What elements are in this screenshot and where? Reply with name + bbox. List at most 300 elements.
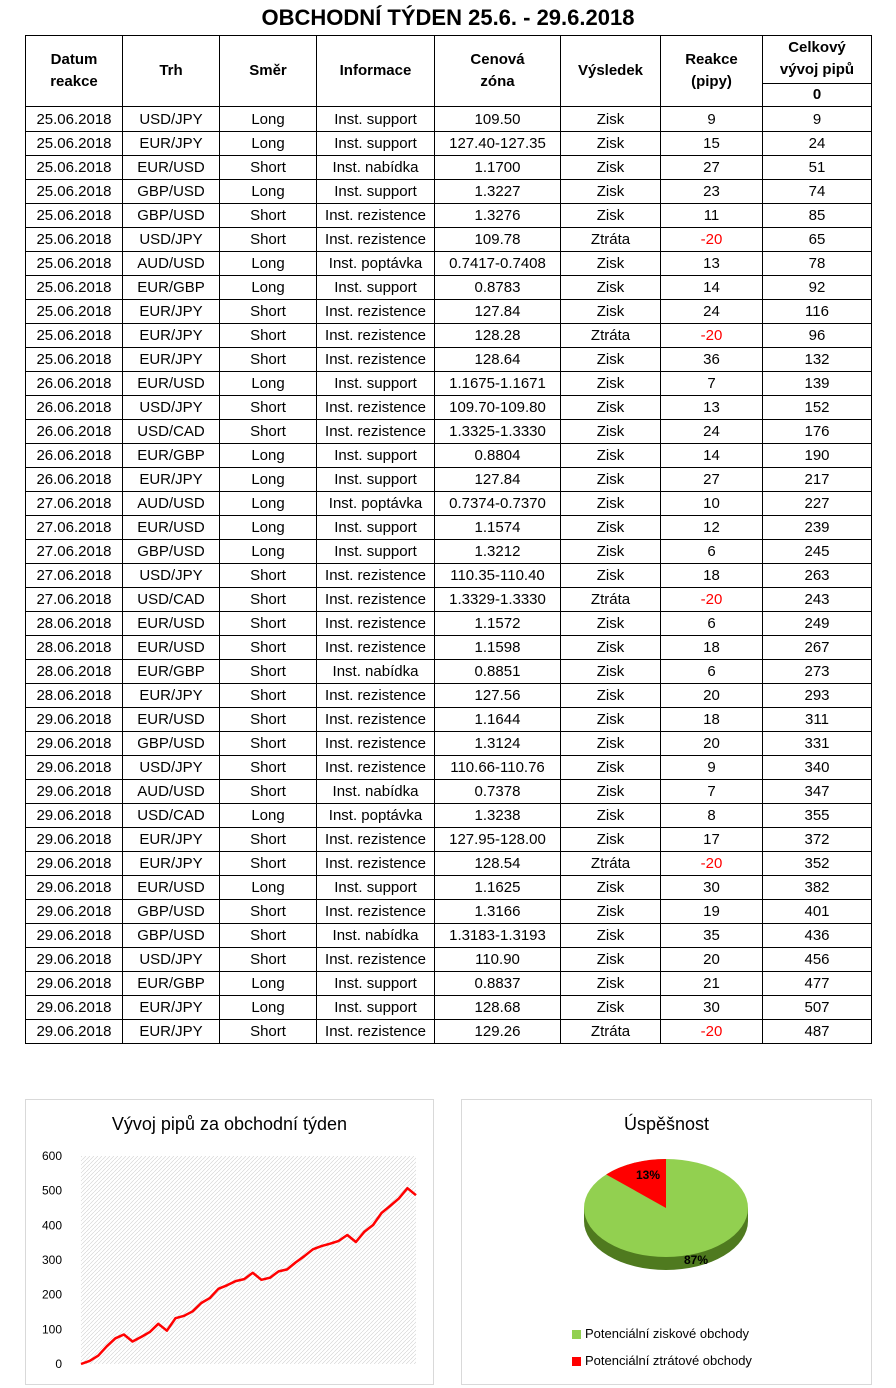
cell-informace: Inst. rezistence	[317, 828, 435, 852]
cell-cenova-zona: 1.1574	[435, 516, 561, 540]
cell-datum: 25.06.2018	[26, 107, 123, 132]
cell-smer: Short	[220, 324, 317, 348]
header-cenova-zona: Cenová zóna	[435, 36, 561, 107]
cell-trh: EUR/GBP	[123, 972, 220, 996]
cell-smer: Short	[220, 708, 317, 732]
cell-datum: 29.06.2018	[26, 924, 123, 948]
cell-trh: USD/JPY	[123, 107, 220, 132]
table-row	[26, 372, 872, 396]
cell-reakce: 21	[661, 972, 763, 996]
cell-reakce: 20	[661, 732, 763, 756]
cell-trh: AUD/USD	[123, 492, 220, 516]
header-start-value: 0	[763, 83, 872, 106]
cell-celkovy: 436	[763, 924, 872, 948]
cell-datum: 28.06.2018	[26, 660, 123, 684]
table-row	[26, 132, 872, 156]
cell-reakce: -20	[661, 1020, 763, 1044]
table-row	[26, 156, 872, 180]
cell-smer: Long	[220, 372, 317, 396]
cell-informace: Inst. rezistence	[317, 852, 435, 876]
cell-cenova-zona: 0.8837	[435, 972, 561, 996]
cell-informace: Inst. support	[317, 107, 435, 132]
cell-celkovy: 263	[763, 564, 872, 588]
cell-smer: Short	[220, 828, 317, 852]
cell-cenova-zona: 1.3124	[435, 732, 561, 756]
cell-datum: 26.06.2018	[26, 372, 123, 396]
cell-informace: Inst. nabídka	[317, 660, 435, 684]
table-row	[26, 492, 872, 516]
cell-reakce: -20	[661, 588, 763, 612]
cell-informace: Inst. support	[317, 468, 435, 492]
cell-datum: 25.06.2018	[26, 324, 123, 348]
cell-vysledek: Zisk	[561, 708, 661, 732]
header-smer: Směr	[220, 36, 317, 107]
cell-informace: Inst. support	[317, 996, 435, 1020]
cell-smer: Long	[220, 972, 317, 996]
header-trh: Trh	[123, 36, 220, 107]
cell-vysledek: Zisk	[561, 756, 661, 780]
table-row	[26, 180, 872, 204]
line-chart-svg	[26, 1100, 433, 1384]
cell-smer: Long	[220, 540, 317, 564]
cell-celkovy: 372	[763, 828, 872, 852]
cell-reakce: 7	[661, 372, 763, 396]
cell-reakce: 8	[661, 804, 763, 828]
table-row	[26, 540, 872, 564]
cell-vysledek: Ztráta	[561, 852, 661, 876]
cell-cenova-zona: 1.1572	[435, 612, 561, 636]
table-row	[26, 924, 872, 948]
cell-trh: EUR/USD	[123, 612, 220, 636]
cell-smer: Short	[220, 852, 317, 876]
cell-smer: Short	[220, 1020, 317, 1044]
cell-datum: 25.06.2018	[26, 204, 123, 228]
legend-item-loss	[572, 1353, 752, 1368]
cell-reakce: 19	[661, 900, 763, 924]
cell-celkovy: 273	[763, 660, 872, 684]
table-row	[26, 516, 872, 540]
table-row	[26, 948, 872, 972]
cell-informace: Inst. nabídka	[317, 780, 435, 804]
cell-reakce: 35	[661, 924, 763, 948]
table-row	[26, 588, 872, 612]
cell-celkovy: 227	[763, 492, 872, 516]
y-tick-label: 200	[41, 1287, 62, 1302]
table-row	[26, 396, 872, 420]
cell-reakce: 18	[661, 564, 763, 588]
cell-celkovy: 311	[763, 708, 872, 732]
cell-celkovy: 139	[763, 372, 872, 396]
cell-informace: Inst. rezistence	[317, 396, 435, 420]
cell-reakce: 6	[661, 612, 763, 636]
cell-vysledek: Zisk	[561, 948, 661, 972]
cell-informace: Inst. rezistence	[317, 588, 435, 612]
cell-smer: Long	[220, 468, 317, 492]
cell-smer: Short	[220, 396, 317, 420]
cell-vysledek: Zisk	[561, 924, 661, 948]
cell-cenova-zona: 0.7374-0.7370	[435, 492, 561, 516]
header-reakce: Reakce (pipy)	[661, 36, 763, 107]
table-row	[26, 660, 872, 684]
cell-celkovy: 477	[763, 972, 872, 996]
cell-cenova-zona: 1.3166	[435, 900, 561, 924]
page-title: OBCHODNÍ TÝDEN 25.6. - 29.6.2018	[261, 5, 635, 30]
cell-reakce: 36	[661, 348, 763, 372]
cell-reakce: 7	[661, 780, 763, 804]
cell-informace: Inst. support	[317, 516, 435, 540]
cell-reakce: 15	[661, 132, 763, 156]
cell-reakce: 9	[661, 107, 763, 132]
cell-informace: Inst. support	[317, 876, 435, 900]
cell-datum: 29.06.2018	[26, 732, 123, 756]
y-tick-label: 600	[41, 1149, 62, 1163]
cell-datum: 27.06.2018	[26, 492, 123, 516]
cell-smer: Long	[220, 252, 317, 276]
cell-datum: 29.06.2018	[26, 972, 123, 996]
cell-datum: 25.06.2018	[26, 180, 123, 204]
cell-cenova-zona: 1.1675-1.1671	[435, 372, 561, 396]
cell-vysledek: Zisk	[561, 420, 661, 444]
table-row	[26, 780, 872, 804]
cell-informace: Inst. support	[317, 444, 435, 468]
cell-reakce: 14	[661, 444, 763, 468]
cell-smer: Short	[220, 636, 317, 660]
cell-informace: Inst. rezistence	[317, 948, 435, 972]
cell-smer: Short	[220, 420, 317, 444]
cell-trh: EUR/GBP	[123, 276, 220, 300]
cell-trh: EUR/GBP	[123, 660, 220, 684]
cell-datum: 27.06.2018	[26, 564, 123, 588]
table-header-row	[26, 36, 872, 84]
cell-trh: EUR/JPY	[123, 828, 220, 852]
cell-smer: Short	[220, 348, 317, 372]
cell-cenova-zona: 0.7417-0.7408	[435, 252, 561, 276]
cell-reakce: 6	[661, 660, 763, 684]
cell-vysledek: Zisk	[561, 996, 661, 1020]
cell-celkovy: 96	[763, 324, 872, 348]
cell-datum: 26.06.2018	[26, 420, 123, 444]
table-row	[26, 708, 872, 732]
cell-celkovy: 355	[763, 804, 872, 828]
header-datum: Datum reakce	[26, 36, 123, 107]
cell-celkovy: 331	[763, 732, 872, 756]
cell-smer: Short	[220, 588, 317, 612]
cell-datum: 26.06.2018	[26, 444, 123, 468]
table-row	[26, 564, 872, 588]
cell-cenova-zona: 129.26	[435, 1020, 561, 1044]
cell-cenova-zona: 1.1700	[435, 156, 561, 180]
cell-cenova-zona: 127.84	[435, 300, 561, 324]
cell-trh: USD/CAD	[123, 420, 220, 444]
cell-celkovy: 132	[763, 348, 872, 372]
cell-celkovy: 78	[763, 252, 872, 276]
cell-trh: EUR/JPY	[123, 300, 220, 324]
cell-datum: 25.06.2018	[26, 132, 123, 156]
cell-trh: USD/CAD	[123, 804, 220, 828]
cell-cenova-zona: 0.8804	[435, 444, 561, 468]
table-row	[26, 348, 872, 372]
trades-table	[25, 35, 872, 1044]
cell-datum: 29.06.2018	[26, 900, 123, 924]
cell-smer: Long	[220, 492, 317, 516]
cell-smer: Long	[220, 444, 317, 468]
cell-trh: EUR/JPY	[123, 468, 220, 492]
cell-vysledek: Zisk	[561, 348, 661, 372]
cell-trh: EUR/JPY	[123, 348, 220, 372]
cell-smer: Short	[220, 756, 317, 780]
cell-datum: 27.06.2018	[26, 540, 123, 564]
cell-reakce: 24	[661, 420, 763, 444]
cell-cenova-zona: 127.40-127.35	[435, 132, 561, 156]
table-row	[26, 972, 872, 996]
cell-reakce: 23	[661, 180, 763, 204]
cell-smer: Short	[220, 900, 317, 924]
legend-swatch-loss	[572, 1357, 581, 1366]
cell-cenova-zona: 1.1598	[435, 636, 561, 660]
y-tick-label: 100	[41, 1322, 62, 1337]
cell-datum: 27.06.2018	[26, 588, 123, 612]
cell-trh: USD/JPY	[123, 564, 220, 588]
table-row	[26, 684, 872, 708]
cell-vysledek: Zisk	[561, 444, 661, 468]
table-row	[26, 828, 872, 852]
legend-label-loss: Potenciální ztrátové obchody	[585, 1353, 752, 1368]
table-row	[26, 876, 872, 900]
cell-reakce: -20	[661, 852, 763, 876]
table-row	[26, 204, 872, 228]
cell-informace: Inst. poptávka	[317, 252, 435, 276]
cell-smer: Short	[220, 780, 317, 804]
cell-smer: Long	[220, 876, 317, 900]
cell-reakce: 18	[661, 708, 763, 732]
header-celkovy: Celkový vývoj pipů	[763, 36, 872, 84]
cell-datum: 29.06.2018	[26, 804, 123, 828]
cell-cenova-zona: 1.3212	[435, 540, 561, 564]
cell-vysledek: Ztráta	[561, 1020, 661, 1044]
cell-datum: 29.06.2018	[26, 828, 123, 852]
cell-celkovy: 239	[763, 516, 872, 540]
cell-datum: 29.06.2018	[26, 780, 123, 804]
cell-vysledek: Zisk	[561, 252, 661, 276]
cell-cenova-zona: 1.3329-1.3330	[435, 588, 561, 612]
cell-vysledek: Zisk	[561, 107, 661, 132]
cell-datum: 28.06.2018	[26, 612, 123, 636]
cell-vysledek: Zisk	[561, 804, 661, 828]
header-vysledek: Výsledek	[561, 36, 661, 107]
pie-chart-title: Úspěšnost	[623, 1114, 710, 1134]
cell-trh: GBP/USD	[123, 900, 220, 924]
cell-cenova-zona: 0.7378	[435, 780, 561, 804]
cell-cenova-zona: 1.1625	[435, 876, 561, 900]
cell-smer: Long	[220, 107, 317, 132]
cell-smer: Long	[220, 132, 317, 156]
cell-cenova-zona: 110.90	[435, 948, 561, 972]
cell-trh: EUR/USD	[123, 708, 220, 732]
cell-trh: GBP/USD	[123, 540, 220, 564]
cell-vysledek: Zisk	[561, 684, 661, 708]
cell-vysledek: Zisk	[561, 828, 661, 852]
cell-datum: 29.06.2018	[26, 876, 123, 900]
cell-informace: Inst. rezistence	[317, 324, 435, 348]
pie-chart-svg	[462, 1100, 871, 1384]
cell-informace: Inst. poptávka	[317, 804, 435, 828]
cell-trh: EUR/JPY	[123, 996, 220, 1020]
cell-cenova-zona: 1.3276	[435, 204, 561, 228]
cell-trh: USD/JPY	[123, 396, 220, 420]
trades-body	[26, 107, 872, 1044]
table-row	[26, 852, 872, 876]
cell-celkovy: 9	[763, 107, 872, 132]
cell-informace: Inst. support	[317, 180, 435, 204]
cell-datum: 29.06.2018	[26, 756, 123, 780]
cell-smer: Short	[220, 228, 317, 252]
legend-swatch-profit	[572, 1330, 581, 1339]
cell-cenova-zona: 128.28	[435, 324, 561, 348]
cell-smer: Short	[220, 300, 317, 324]
cell-datum: 28.06.2018	[26, 636, 123, 660]
cell-smer: Short	[220, 732, 317, 756]
cell-informace: Inst. nabídka	[317, 924, 435, 948]
cell-vysledek: Zisk	[561, 132, 661, 156]
cell-celkovy: 74	[763, 180, 872, 204]
table-row	[26, 804, 872, 828]
cell-trh: EUR/USD	[123, 156, 220, 180]
cell-informace: Inst. support	[317, 132, 435, 156]
cell-vysledek: Ztráta	[561, 588, 661, 612]
cell-reakce: 6	[661, 540, 763, 564]
cell-vysledek: Zisk	[561, 180, 661, 204]
pie-chart	[461, 1099, 872, 1385]
cell-vysledek: Zisk	[561, 732, 661, 756]
cell-informace: Inst. support	[317, 540, 435, 564]
cell-vysledek: Zisk	[561, 972, 661, 996]
cell-vysledek: Ztráta	[561, 324, 661, 348]
cell-cenova-zona: 109.70-109.80	[435, 396, 561, 420]
cell-celkovy: 243	[763, 588, 872, 612]
cell-smer: Long	[220, 996, 317, 1020]
cell-cenova-zona: 1.3238	[435, 804, 561, 828]
line-chart-title: Vývoj pipů za obchodní týden	[111, 1114, 348, 1134]
cell-cenova-zona: 109.78	[435, 228, 561, 252]
table-row	[26, 636, 872, 660]
cell-reakce: 17	[661, 828, 763, 852]
cell-informace: Inst. rezistence	[317, 756, 435, 780]
cell-vysledek: Zisk	[561, 372, 661, 396]
cell-vysledek: Zisk	[561, 492, 661, 516]
cell-celkovy: 293	[763, 684, 872, 708]
cell-trh: GBP/USD	[123, 180, 220, 204]
cell-celkovy: 65	[763, 228, 872, 252]
cell-vysledek: Zisk	[561, 468, 661, 492]
cell-celkovy: 176	[763, 420, 872, 444]
cell-reakce: 14	[661, 276, 763, 300]
table-row	[26, 996, 872, 1020]
cell-trh: EUR/USD	[123, 876, 220, 900]
cell-informace: Inst. rezistence	[317, 300, 435, 324]
cell-celkovy: 249	[763, 612, 872, 636]
cell-reakce: 10	[661, 492, 763, 516]
cell-reakce: 13	[661, 396, 763, 420]
cell-reakce: 20	[661, 948, 763, 972]
cell-trh: USD/CAD	[123, 588, 220, 612]
cell-vysledek: Zisk	[561, 156, 661, 180]
cell-cenova-zona: 1.1644	[435, 708, 561, 732]
cell-smer: Short	[220, 612, 317, 636]
cell-reakce: 9	[661, 756, 763, 780]
cell-trh: EUR/JPY	[123, 1020, 220, 1044]
table-row	[26, 324, 872, 348]
cell-informace: Inst. rezistence	[317, 564, 435, 588]
cell-informace: Inst. rezistence	[317, 348, 435, 372]
table-row	[26, 732, 872, 756]
cell-trh: EUR/JPY	[123, 852, 220, 876]
cell-datum: 25.06.2018	[26, 348, 123, 372]
cell-cenova-zona: 110.66-110.76	[435, 756, 561, 780]
cell-trh: GBP/USD	[123, 924, 220, 948]
cell-celkovy: 401	[763, 900, 872, 924]
cell-celkovy: 347	[763, 780, 872, 804]
pie-label-profit: 87%	[683, 1253, 709, 1267]
table-row	[26, 900, 872, 924]
cell-trh: AUD/USD	[123, 780, 220, 804]
cell-celkovy: 51	[763, 156, 872, 180]
cell-informace: Inst. rezistence	[317, 1020, 435, 1044]
cell-datum: 26.06.2018	[26, 396, 123, 420]
cell-datum: 29.06.2018	[26, 708, 123, 732]
cell-datum: 28.06.2018	[26, 684, 123, 708]
cell-informace: Inst. nabídka	[317, 156, 435, 180]
cell-celkovy: 92	[763, 276, 872, 300]
cell-cenova-zona: 0.8851	[435, 660, 561, 684]
y-tick-label: 0	[55, 1357, 62, 1371]
cell-vysledek: Zisk	[561, 660, 661, 684]
cell-celkovy: 116	[763, 300, 872, 324]
cell-reakce: 12	[661, 516, 763, 540]
plot-area	[81, 1156, 416, 1364]
cell-trh: EUR/USD	[123, 372, 220, 396]
header-informace: Informace	[317, 36, 435, 107]
cell-datum: 25.06.2018	[26, 156, 123, 180]
cell-cenova-zona: 128.54	[435, 852, 561, 876]
cell-cenova-zona: 128.68	[435, 996, 561, 1020]
cell-smer: Short	[220, 204, 317, 228]
cell-smer: Short	[220, 564, 317, 588]
table-row	[26, 444, 872, 468]
table-row	[26, 300, 872, 324]
table-row	[26, 228, 872, 252]
cell-vysledek: Zisk	[561, 612, 661, 636]
cell-reakce: 30	[661, 876, 763, 900]
cell-celkovy: 245	[763, 540, 872, 564]
table-row	[26, 468, 872, 492]
cell-cenova-zona: 127.84	[435, 468, 561, 492]
cell-celkovy: 24	[763, 132, 872, 156]
cell-celkovy: 352	[763, 852, 872, 876]
cell-smer: Short	[220, 684, 317, 708]
cell-informace: Inst. rezistence	[317, 636, 435, 660]
cell-trh: EUR/USD	[123, 516, 220, 540]
cell-celkovy: 382	[763, 876, 872, 900]
cell-celkovy: 267	[763, 636, 872, 660]
cell-datum: 25.06.2018	[26, 228, 123, 252]
y-tick-label: 400	[41, 1218, 62, 1233]
cell-trh: USD/JPY	[123, 756, 220, 780]
cell-informace: Inst. support	[317, 276, 435, 300]
table-row	[26, 1020, 872, 1044]
cell-trh: EUR/USD	[123, 636, 220, 660]
table-row	[26, 252, 872, 276]
cell-trh: AUD/USD	[123, 252, 220, 276]
